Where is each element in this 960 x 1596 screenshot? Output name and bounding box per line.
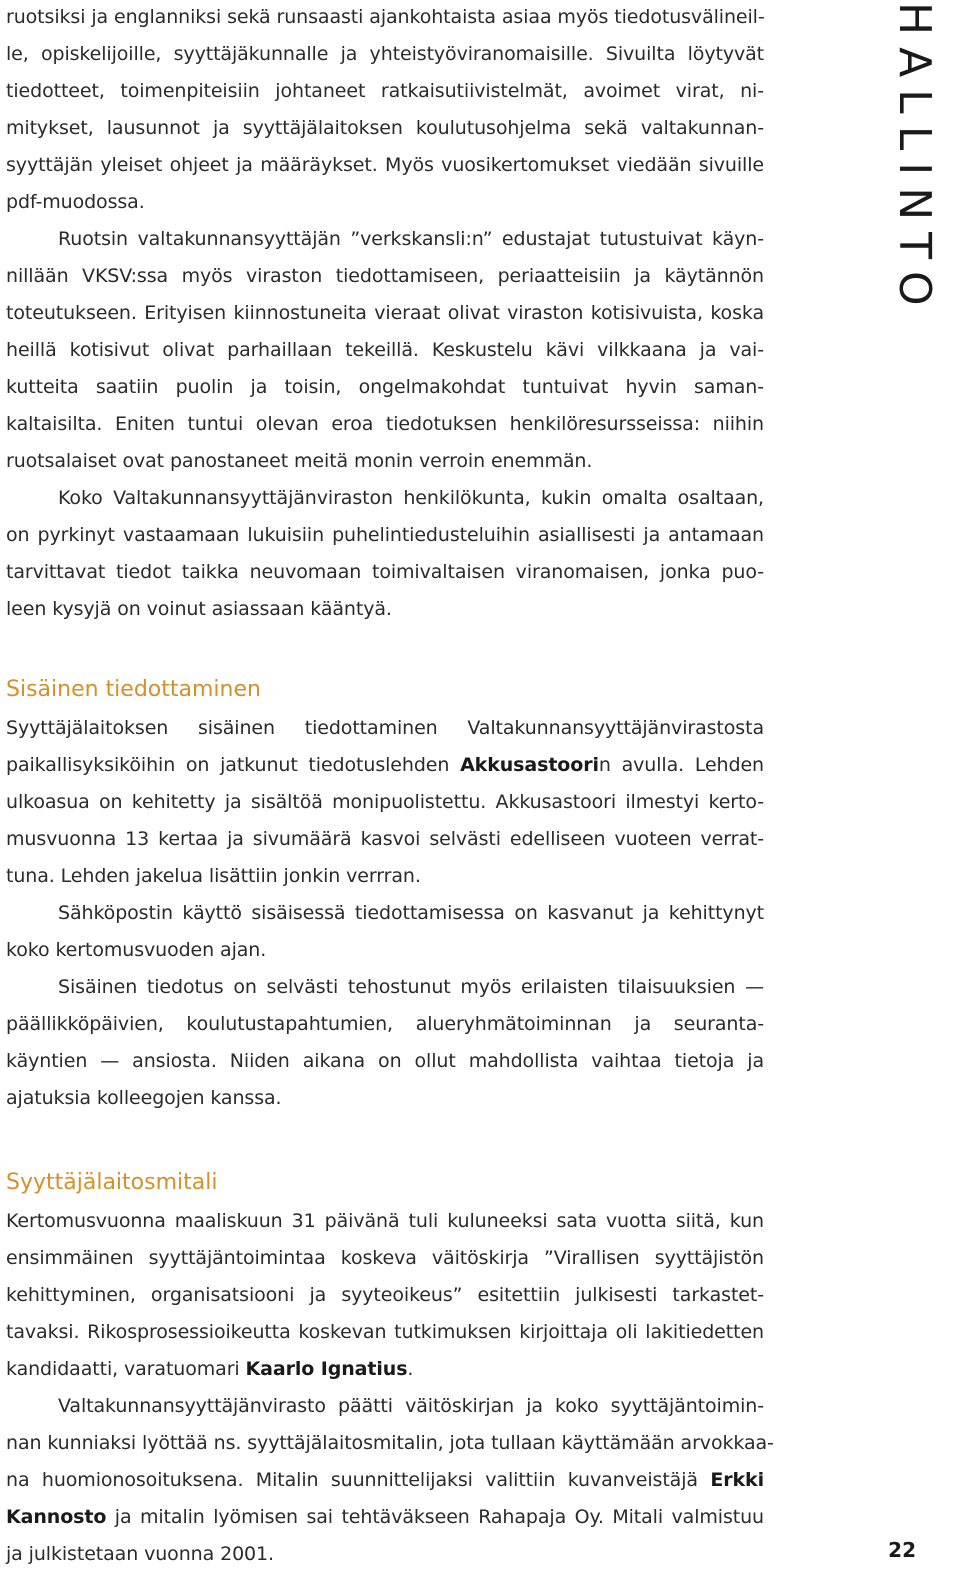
text-line: ulkoasua on kehitetty ja sisältöä monipuolistettu. Akkusastoori ilmestyi kerto- [6, 791, 764, 813]
text-line: tarvittavat tiedot taikka neuvomaan toimivaltaisen viranomaisen, jonka puo- [6, 561, 764, 583]
text-line: tuna. Lehden jakelua lisättiin jonkin verrran. [6, 865, 421, 887]
text-line: Kertomusvuonna maaliskuun 31 päivänä tuli kuluneeksi sata vuotta siitä, kun [6, 1210, 764, 1232]
text-line: Koko Valtakunnansyyttäjänviraston henkilökunta, kukin omalta osaltaan, [58, 487, 764, 509]
text-line: pdf-muodossa. [6, 191, 145, 213]
bold-author-name: Kaarlo Ignatius [245, 1358, 408, 1380]
section-tab [886, 2, 946, 332]
text-line: kaltaisilta. Eniten tuntui olevan eroa tiedotuksen henkilöresursseissa: niihin [6, 413, 764, 435]
bold-designer-first-name: Erkki [710, 1469, 764, 1491]
text-line: ensimmäinen syyttäjäntoimintaa koskeva väitöskirja ”Virallisen syyttäjistön [6, 1247, 764, 1269]
text-line: le, opiskelijoille, syyttäjäkunnalle ja yhteistyöviranomaisille. Sivuilta löytyvät [6, 43, 764, 65]
text-line: Kannosto ja mitalin lyömisen sai tehtäväkseen Rahapaja Oy. Mitali valmistuu [6, 1506, 764, 1528]
text-line: ajatuksia kolleegojen kanssa. [6, 1087, 282, 1109]
text-line: musvuonna 13 kertaa ja sivumäärä kasvoi selvästi edelliseen vuoteen verrat- [6, 828, 764, 850]
bold-publication-name: Akkusastoori [460, 754, 599, 776]
text-line: kehittyminen, organisatsiooni ja syyteoikeus” esitettiin julkisesti tarkastet- [6, 1284, 764, 1306]
page-number: 22 [888, 1538, 916, 1562]
text-line: toteutukseen. Erityisen kiinnostuneita vieraat olivat viraston kotisivuista, koska [6, 302, 764, 324]
text-line: käyntien — ansiosta. Niiden aikana on ollut mahdollista vaihtaa tietoja ja [6, 1050, 764, 1072]
section-sisainen-tiedottaminen [6, 673, 764, 1109]
text-line: koko kertomusvuoden ajan. [6, 939, 267, 961]
text-line: syyttäjän yleiset ohjeet ja määräykset. Myös vuosikertomukset viedään sivuille [6, 154, 764, 176]
text-line: Valtakunnansyyttäjänvirasto päätti väitöskirjan ja koko syyttäjäntoimin- [58, 1395, 764, 1417]
section-tab-label: HALLINTO [889, 2, 940, 318]
section-heading: Sisäinen tiedottaminen [6, 677, 261, 702]
text-line: na huomionosoituksena. Mitalin suunnittelijaksi valittiin kuvanveistäjä Erkki [6, 1469, 764, 1491]
text-line: Ruotsin valtakunnansyyttäjän ”verkskansli:n” edustajat tutustuivat käyn- [58, 228, 764, 250]
text-line: heillä kotisivut olivat parhaillaan tekeillä. Keskustelu kävi vilkkaana ja vai- [6, 339, 764, 361]
text-line: ruotsalaiset ovat panostaneet meitä monin verroin enemmän. [6, 450, 593, 472]
text-line: ruotsiksi ja englanniksi sekä runsaasti ajankohtaista asiaa myös tiedotusvälineil- [6, 6, 765, 28]
text-line: Syyttäjälaitoksen sisäinen tiedottaminen Valtakunnansyyttäjänvirastosta [6, 717, 764, 739]
text-line: kutteita saatiin puolin ja toisin, ongelmakohdat tuntuivat hyvin saman- [6, 376, 764, 398]
text-line: ja julkistetaan vuonna 2001. [6, 1543, 274, 1565]
text-line: kandidaatti, varatuomari Kaarlo Ignatius. [6, 1358, 414, 1380]
text-line: on pyrkinyt vastaamaan lukuisiin puhelintiedusteluihin asiallisesti ja antamaan [6, 524, 764, 546]
bold-designer-last-name: Kannosto [6, 1506, 107, 1528]
section-heading: Syyttäjälaitosmitali [6, 1170, 218, 1195]
text-line: mitykset, lausunnot ja syyttäjälaitoksen koulutusohjelma sekä valtakunnan- [6, 117, 764, 139]
text-line: päällikköpäivien, koulutustapahtumien, alueryhmätoiminnan ja seuranta- [6, 1013, 764, 1035]
text-line: Sähköpostin käyttö sisäisessä tiedottamisessa on kasvanut ja kehittynyt [58, 902, 764, 924]
text-line: leen kysyjä on voinut asiassaan kääntyä. [6, 598, 392, 620]
text-line: paikallisyksiköihin on jatkunut tiedotuslehden Akkusastoorin avulla. Lehden [6, 754, 764, 776]
text-line: nillään VKSV:ssa myös viraston tiedottamiseen, periaatteisiin ja käytännön [6, 265, 764, 287]
section-syyttajalaitosmitali [6, 1166, 774, 1565]
text-line: tavaksi. Rikosprosessioikeutta koskevan tutkimuksen kirjoittaja oli lakitiedetten [6, 1321, 764, 1343]
text-line: tiedotteet, toimenpiteisiin johtaneet ratkaisutiivistelmät, avoimet virat, ni- [6, 80, 764, 102]
text-line: Sisäinen tiedotus on selvästi tehostunut myös erilaisten tilaisuuksien — [58, 976, 764, 998]
text-line: nan kunniaksi lyöttää ns. syyttäjälaitosmitalin, jota tullaan käyttämään arvokkaa- [6, 1432, 774, 1454]
